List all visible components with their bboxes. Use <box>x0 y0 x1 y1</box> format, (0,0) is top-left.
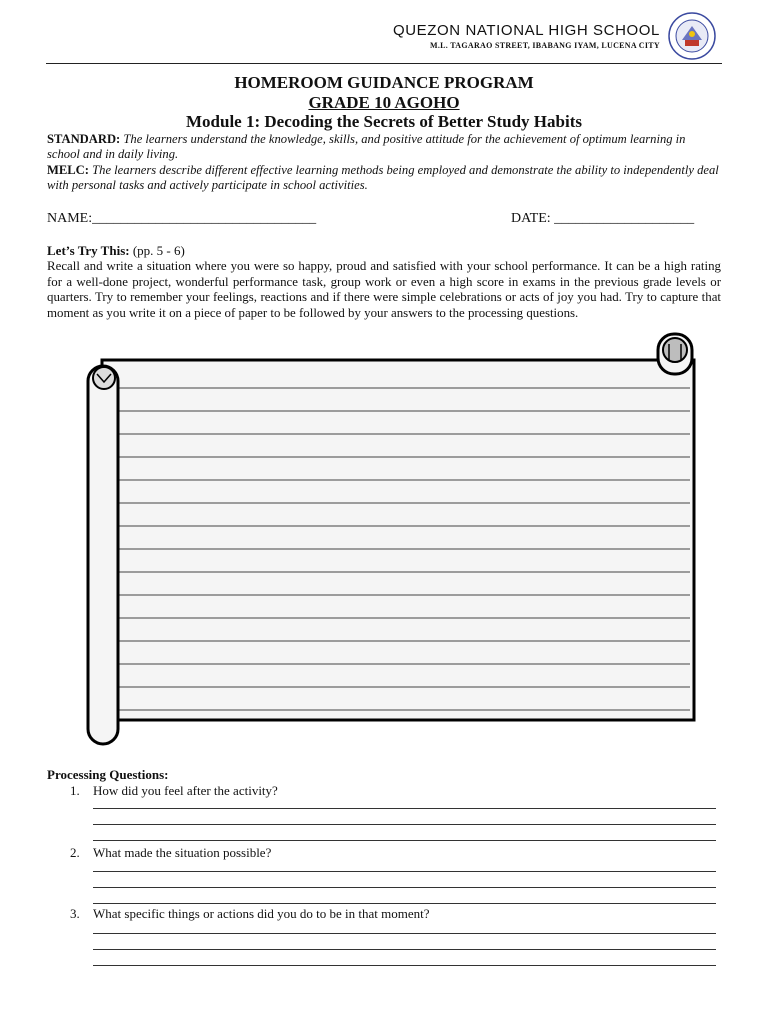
answer-line[interactable] <box>93 949 716 950</box>
question-text: How did you feel after the activity? <box>93 783 278 798</box>
grade-title <box>0 93 768 113</box>
answer-line[interactable] <box>93 824 716 825</box>
question-text: What specific things or actions did you do to be in that moment? <box>93 906 430 921</box>
program-title: HOMEROOM GUIDANCE PROGRAM <box>234 73 534 92</box>
scroll-writing-area[interactable] <box>84 330 696 750</box>
grade-text: GRADE 10 AGOHO <box>308 93 460 112</box>
question-text: What made the situation possible? <box>93 845 272 860</box>
melc-text: The learners describe different effective learning methods being employed and demonstrate the ability to independently deal with personal tasks and actively participate in school activities. <box>47 163 719 192</box>
answer-line[interactable] <box>93 903 716 904</box>
header-rule <box>46 63 722 64</box>
date-field[interactable]: DATE: ____________________ <box>511 211 695 226</box>
melc-label: MELC: <box>47 163 89 177</box>
scroll-left-roll <box>88 366 118 744</box>
scroll-body <box>102 360 694 720</box>
standard-paragraph <box>47 132 721 162</box>
question-number: 3. <box>70 906 80 921</box>
answer-line[interactable] <box>93 871 716 872</box>
melc-paragraph <box>47 163 721 193</box>
school-name: QUEZON NATIONAL HIGH SCHOOL <box>392 22 660 39</box>
scroll-right-roll <box>658 334 692 374</box>
lets-try-label: Let’s Try This: <box>47 243 130 258</box>
lets-try-heading <box>47 243 185 259</box>
answer-line[interactable] <box>93 965 716 966</box>
module-title: Module 1: Decoding the Secrets of Better Study Habits <box>185 112 582 131</box>
lets-try-instructions: Recall and write a situation where you were so happy, proud and satisfied with your school performance. It can be a high rating for a well-done project, wonderful performance task, group work or even a high score in exams in the previous grade levels or quarters. Try to remember your feelings, reactions and if there were simple celebrations or acts of joy you had. Try to capture that moment as you write it on a piece of paper to be followed by your answers to the processing questions. <box>47 259 721 320</box>
answer-line[interactable] <box>93 933 716 934</box>
deped-seal-icon <box>668 12 716 60</box>
question-number: 1. <box>70 783 80 798</box>
name-field[interactable]: NAME:________________________________ <box>47 211 317 226</box>
standard-text: The learners understand the knowledge, skills, and positive attitude for the achievement of optimum learning in school and in daily living. <box>47 132 686 161</box>
answer-line[interactable] <box>93 840 716 841</box>
school-address: M.L. TAGARAO STREET, IBABANG IYAM, LUCENA CITY <box>430 41 660 50</box>
standard-label: STANDARD: <box>47 132 121 146</box>
lets-try-pages: (pp. 5 - 6) <box>129 243 185 258</box>
processing-questions-heading: Processing Questions: <box>47 767 169 782</box>
answer-line[interactable] <box>93 887 716 888</box>
question-number: 2. <box>70 845 80 860</box>
answer-line[interactable] <box>93 808 716 809</box>
